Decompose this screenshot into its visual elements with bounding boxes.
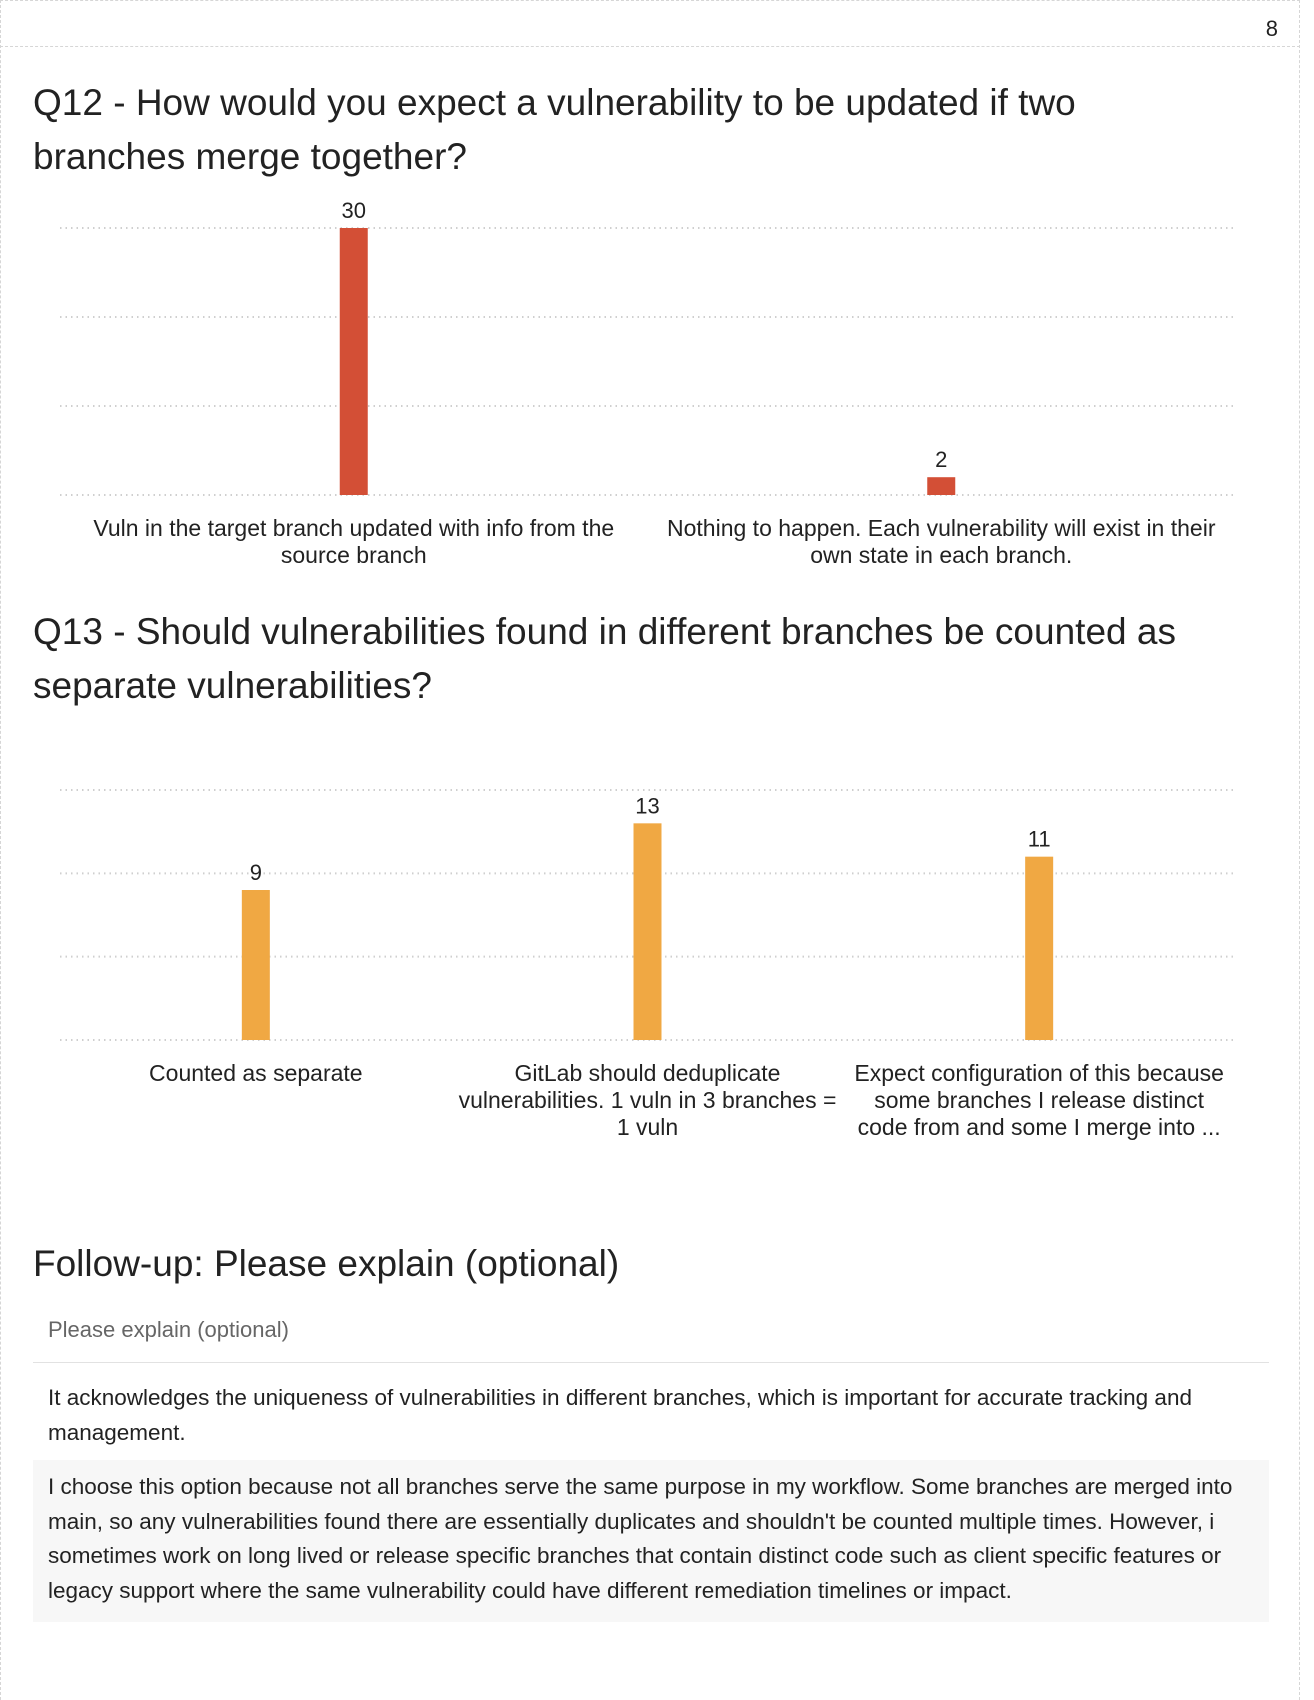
followup-subtitle: Please explain (optional) [48,1317,289,1342]
bar [927,477,955,495]
category-label: Expect configuration of this because some branches I release distinct code from and some I merge into ... [854,1060,1224,1140]
data-label: 30 [341,198,366,223]
page-header-strip [0,0,1300,47]
category-label: Vuln in the target branch updated with info from the source branch [93,515,615,568]
q12-title: Q12 - How would you expect a vulnerability to be updated if two branches merge together? [33,82,1076,177]
response-text: It acknowledges the uniqueness of vulnerabilities in different branches, which is important for accurate tracking and management. [33,1373,1269,1458]
bar [340,228,368,495]
data-label: 11 [1027,826,1051,852]
data-label: 2 [935,447,948,473]
response-text: I choose this option because not all branches serve the same purpose in my workflow. Some branches are merged into main, so any vulnerabilities found there are essentially duplicates and shouldn't be counted multiple times. However, i sometimes work on long lived or release specific branches that contain distinct code such as client specific features or legacy support where the same vulnerability could have different remediation timelines or impact. [33,1460,1269,1622]
category-label: GitLab should deduplicate vulnerabilities. 1 vuln in 3 branches = 1 vuln [458,1060,837,1140]
divider [33,1362,1269,1363]
data-label: 9 [249,860,262,885]
page-number: 8 [1265,16,1278,41]
q12-bar-chart [0,190,1314,520]
category-label: Nothing to happen. Each vulnerability will exist in their own state in each branch. [667,515,1216,568]
bar [1025,857,1053,1040]
q13-title: Q13 - Should vulnerabilities found in different branches be counted as separate vulnerabilities? [33,611,1176,706]
category-label: Counted as separate [149,1060,363,1086]
q13-bar-chart [0,760,1314,1060]
bar [242,890,270,1040]
followup-title: Follow-up: Please explain (optional) [33,1243,620,1284]
bar [634,823,662,1040]
data-label: 13 [635,793,660,819]
